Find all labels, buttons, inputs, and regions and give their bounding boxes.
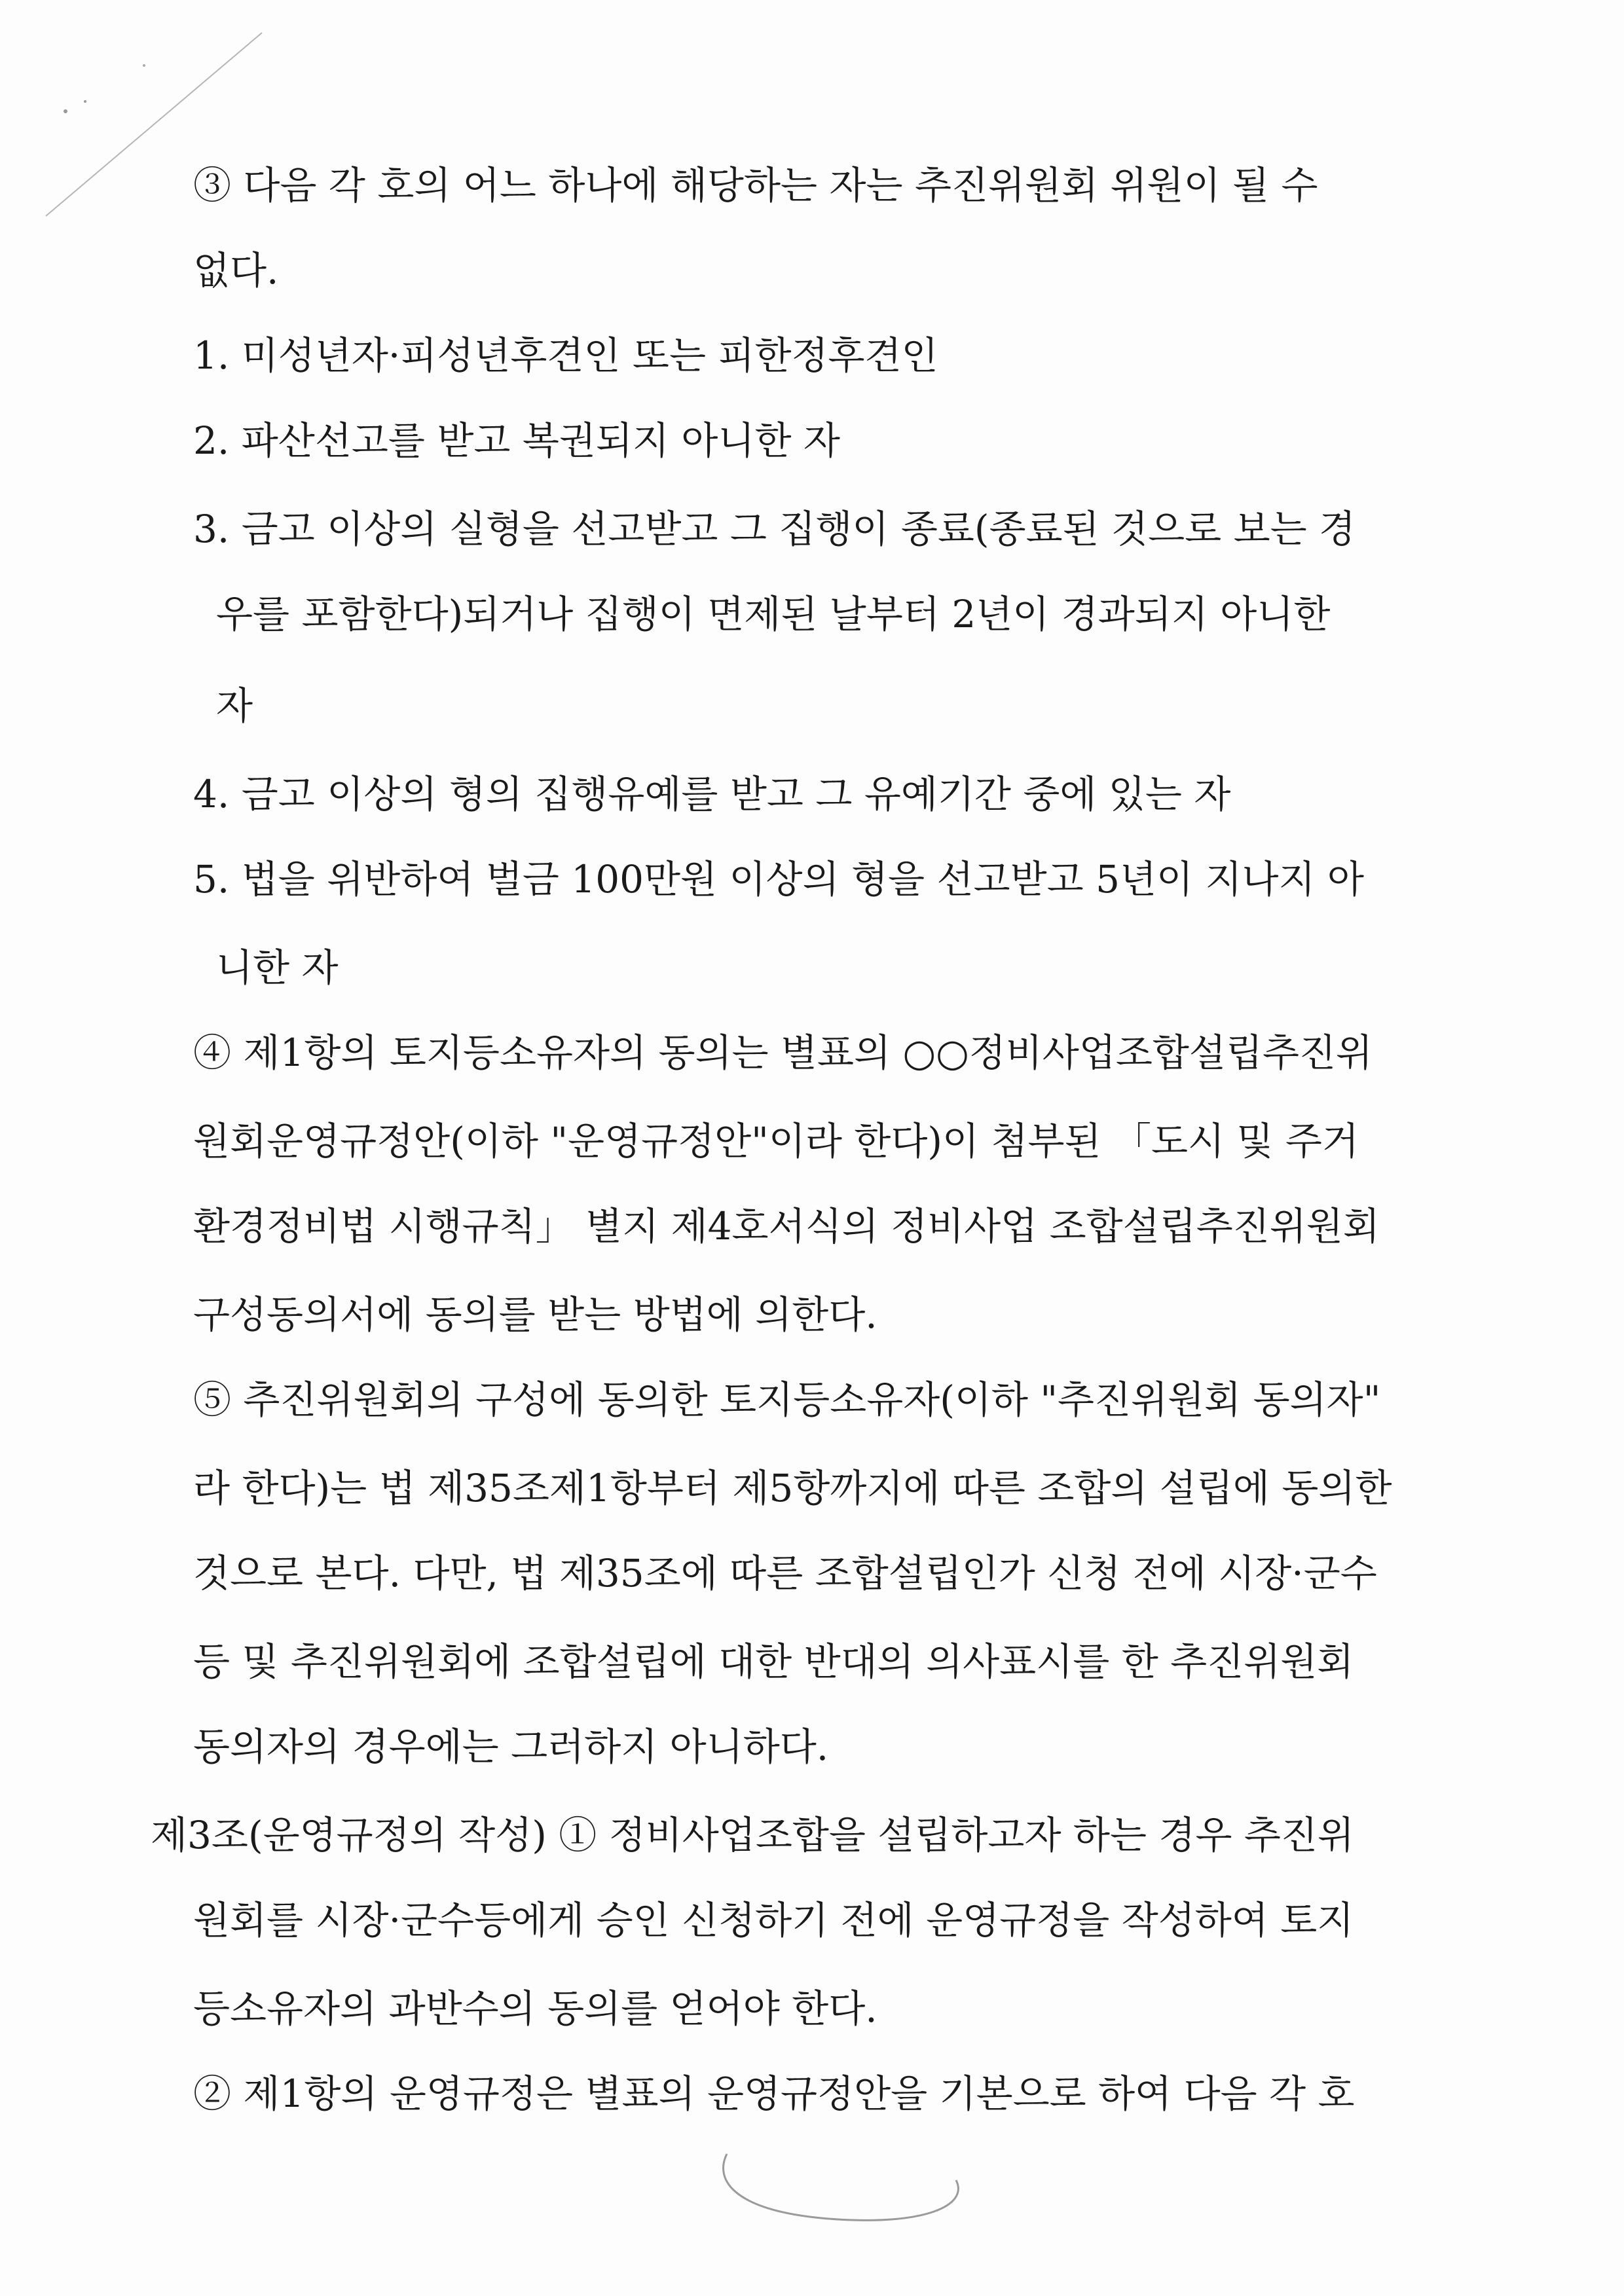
text-line: 동의자의 경우에는 그러하지 아니하다. (193, 1724, 829, 1769)
text-line: 니한 자 (216, 945, 339, 990)
text-line (193, 164, 1464, 207)
text-line: 등소유자의 과반수의 동의를 얻어야 한다. (193, 1986, 877, 2031)
text-line: 1. 미성년자·피성년후견인 또는 피한정후견인 (193, 333, 938, 378)
pen-mark (707, 2141, 982, 2232)
text-line: ⑤ 추진위원회의 구성에 동의한 토지등소유자(이하 "추진위원회 동의자" (193, 1377, 1381, 1422)
text-line: 라 한다)는 법 제35조제1항부터 제5항까지에 따른 조합의 설립에 동의한 (193, 1466, 1392, 1510)
text-line: 등 및 추진위원회에 조합설립에 대한 반대의 의사표시를 한 추진위원회 (193, 1639, 1354, 1684)
text-line: 우를 포함한다)되거나 집행이 면제된 날부터 2년이 경과되지 아니한 (216, 592, 1331, 636)
text-line: 자 (216, 683, 253, 728)
article-heading-line: 제3조(운영규정의 작성) ① 정비사업조합을 설립하고자 하는 경우 추진위 (151, 1813, 1354, 1857)
text-line: 4. 금고 이상의 형의 집행유예를 받고 그 유예기간 중에 있는 자 (193, 772, 1231, 816)
text-line-content: ③ 다음 각 호의 어느 하나에 해당하는 자는 추진위원회 위원이 될 수 (193, 163, 1318, 208)
text-line: 2. 파산선고를 받고 복권되지 아니한 자 (193, 418, 840, 463)
text-line: ② 제1항의 운영규정은 별표의 운영규정안을 기본으로 하여 다음 각 호 (193, 2071, 1355, 2116)
text-line: 원회를 시장·군수등에게 승인 신청하기 전에 운영규정을 작성하여 토지 (193, 1898, 1354, 1942)
text-line: ④ 제1항의 토지등소유자의 동의는 별표의 ○○정비사업조합설립추진위 (193, 1030, 1373, 1075)
text-line: 3. 금고 이상의 실형을 선고받고 그 집행이 종료(종료된 것으로 보는 경 (193, 507, 1356, 551)
text-line: 5. 법을 위반하여 벌금 100만원 이상의 형을 선고받고 5년이 지나지 아 (193, 857, 1365, 902)
text-line: 구성동의서에 동의를 받는 방법에 의한다. (193, 1292, 877, 1337)
text-line: 것으로 본다. 다만, 법 제35조에 따른 조합설립인가 신청 전에 시장·군수 (193, 1551, 1377, 1595)
text-line: 환경정비법 시행규칙」 별지 제4호서식의 정비사업 조합설립추진위원회 (193, 1204, 1380, 1248)
text-line: 원회운영규정안(이하 "운영규정안"이라 한다)이 첨부된 「도시 및 주거 (193, 1119, 1359, 1163)
text-line: 없다. (193, 248, 279, 293)
